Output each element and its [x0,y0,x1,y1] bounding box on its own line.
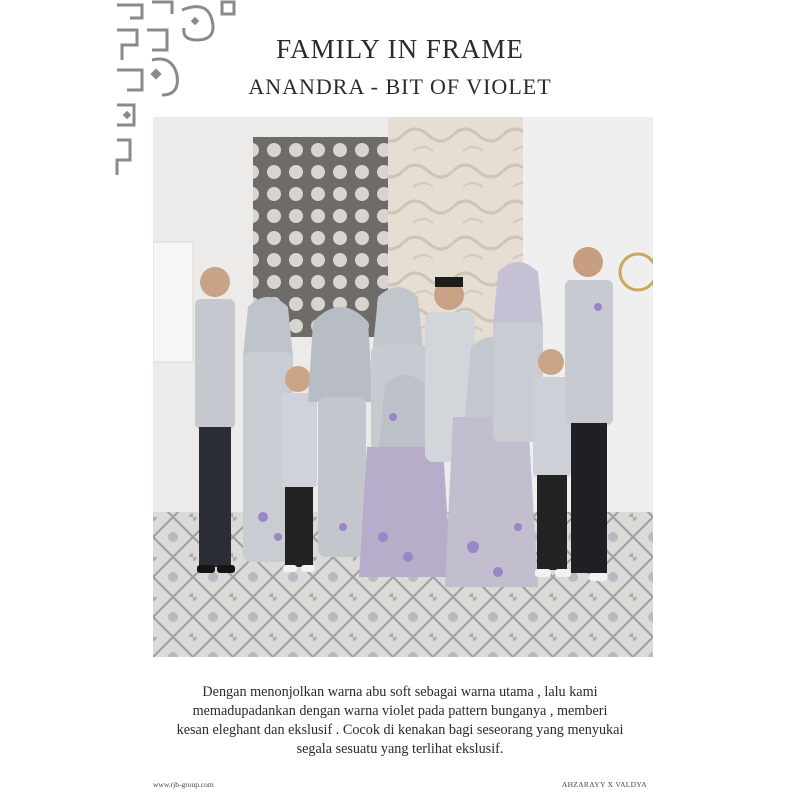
description-text [130,683,670,759]
description-line: kesan eleghant dan ekslusif . Cocok di kenakan bagi seseorang yang menyukai [176,722,624,738]
page-subtitle: ANANDRA - BIT OF VIOLET [248,74,552,99]
footer-brand: AHZARAYY X VALDYA [561,780,647,789]
page-title: FAMILY IN FRAME [276,34,524,64]
description-line: memadupadankan dengan warna violet pada pattern bunganya , memberi [192,703,608,719]
family-photo [153,117,653,657]
description-line: Dengan menonjolkan warna abu soft sebagai warna utama , lalu kami [202,684,598,700]
footer-website: www.rjb-group.com [153,780,214,789]
description-line: segala sesuatu yang terlihat ekslusif. [296,741,504,757]
